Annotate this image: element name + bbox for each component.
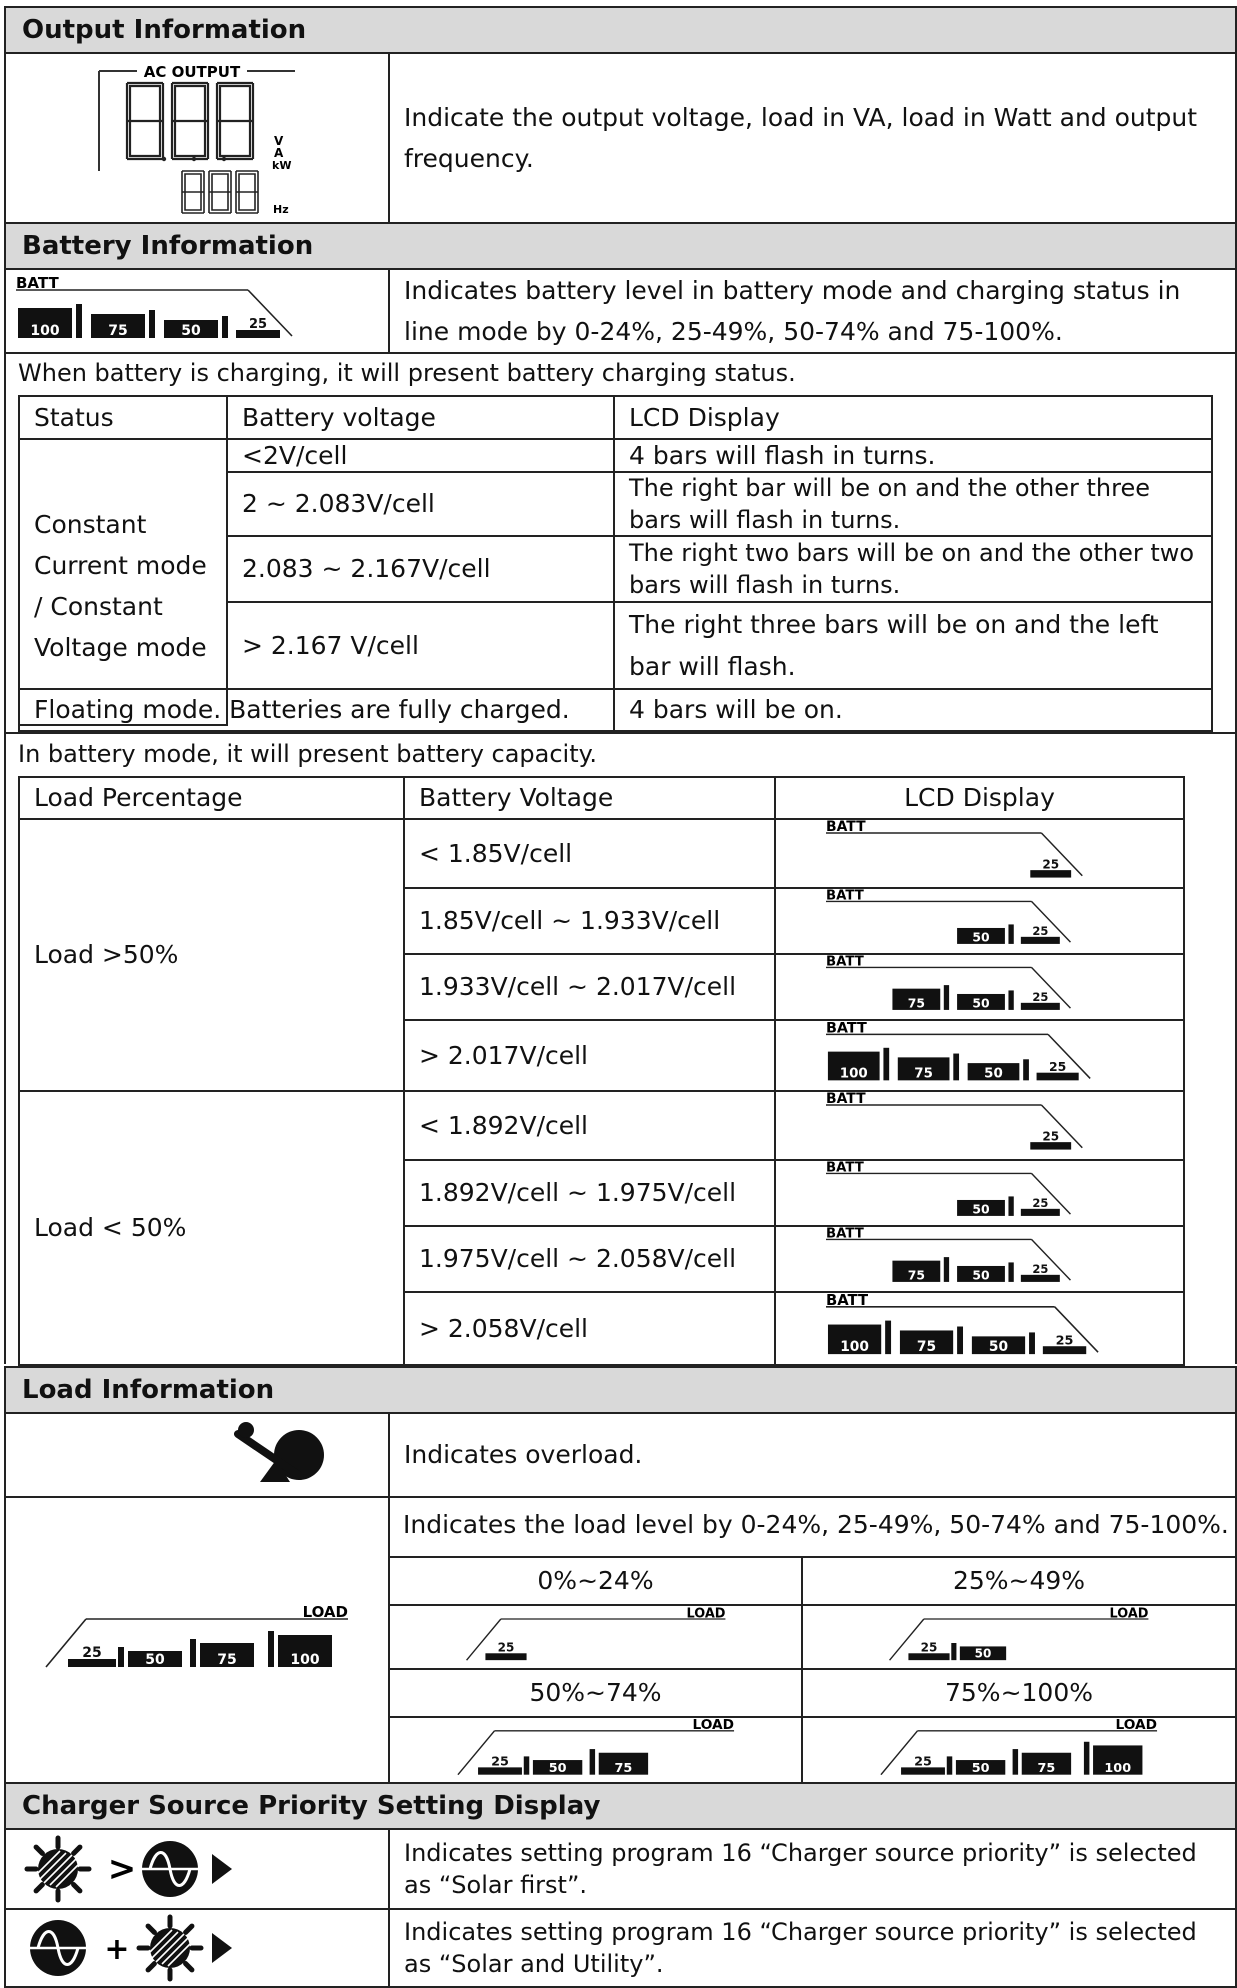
battery-description: Indicates battery level in battery mode and charging status in line mode by 0-24%, 25-49%, 50-74% and 75-100%. <box>388 268 1237 354</box>
capacity-row-voltage: < 1.85V/cell <box>403 818 776 889</box>
battery-bar-display <box>826 820 1136 885</box>
batt-bar-label: 25 <box>1032 1262 1049 1277</box>
charger-section-header: Charger Source Priority Setting Display <box>4 1782 1237 1830</box>
play-arrow-icon <box>212 1933 232 1963</box>
battery-bar-display <box>826 1293 1136 1362</box>
load-bar-riser <box>190 1639 196 1667</box>
capacity-row-voltage: 1.975V/cell ~ 2.058V/cell <box>403 1225 776 1293</box>
batt-bar-label: 25 <box>1048 1058 1067 1074</box>
charging-row-voltage: > 2.167 V/cell <box>226 601 615 690</box>
load-bar-label: 50 <box>145 1652 165 1668</box>
batt-bar-label: 50 <box>181 323 201 339</box>
batt-bar-label: 25 <box>1032 924 1049 939</box>
floating-display: 4 bars will be on. <box>613 688 1213 732</box>
load-level-label: 0%~24% <box>388 1556 803 1606</box>
lcd-dot <box>162 156 166 160</box>
batt-bar-riser <box>1023 1059 1029 1080</box>
batt-bar-label: 50 <box>972 929 990 945</box>
load-section-header: Load Information <box>4 1366 1237 1414</box>
load-bar-label: 25 <box>914 1754 932 1770</box>
load-bar-display <box>42 1602 352 1678</box>
capacity-row-voltage: > 2.017V/cell <box>403 1019 776 1092</box>
batt-bar-label: 25 <box>1055 1333 1074 1349</box>
load-bar-riser <box>268 1631 274 1667</box>
batt-bar-riser <box>76 304 82 338</box>
load-bar-riser <box>118 1647 124 1667</box>
load-level-label: 75%~100% <box>801 1668 1237 1718</box>
load-bar-display <box>446 1607 746 1667</box>
capacity-row-lcd <box>774 887 1185 955</box>
load-level-description: Indicates the load level by 0-24%, 25-49%, 50-74% and 75-100%. <box>403 1510 1229 1539</box>
overload-icon <box>232 1420 328 1490</box>
load-bar-riser <box>523 1756 528 1774</box>
load-bar-riser <box>951 1643 956 1660</box>
solar-utility-icons <box>4 1908 390 1988</box>
lcd-digit <box>217 83 253 159</box>
batt-label: BATT <box>826 1293 869 1309</box>
load-bar-label: 75 <box>614 1760 632 1776</box>
lcd-digit-small <box>209 171 231 213</box>
charging-row-display: 4 bars will flash in turns. <box>613 438 1213 473</box>
capacity-row-voltage: > 2.058V/cell <box>403 1291 776 1366</box>
load-label: LOAD <box>1115 1718 1158 1733</box>
batt-bar-riser <box>1008 924 1013 943</box>
batt-bar-label: 75 <box>914 1066 933 1082</box>
capacity-header-voltage: Battery Voltage <box>403 776 776 820</box>
load-label: LOAD <box>686 1607 725 1622</box>
capacity-row-lcd <box>774 1019 1185 1092</box>
charging-row-voltage: 2.083 ~ 2.167V/cell <box>226 535 615 603</box>
solar-utility-description: Indicates setting program 16 “Charger source priority” is selected as “Solar and Utility”. <box>388 1908 1237 1988</box>
capacity-row-voltage: 1.933V/cell ~ 2.017V/cell <box>403 953 776 1021</box>
capacity-header-load: Load Percentage <box>18 776 405 820</box>
battery-bar-display <box>826 955 1136 1017</box>
output-section-header: Output Information <box>4 6 1237 54</box>
batt-bar <box>1037 1073 1079 1081</box>
unit-a: A <box>274 145 284 160</box>
charging-header-status: Status <box>18 395 228 440</box>
load-level-lcd-3 <box>801 1716 1237 1784</box>
capacity-row-voltage: 1.85V/cell ~ 1.933V/cell <box>403 887 776 955</box>
load-bar-riser <box>947 1756 952 1774</box>
unit-hz: Hz <box>273 202 289 216</box>
batt-bar-label: 50 <box>972 995 990 1011</box>
load-bar-label: 50 <box>974 1646 992 1661</box>
overload-description: Indicates overload. <box>388 1412 1237 1498</box>
load-bar-label: 25 <box>82 1645 102 1661</box>
lcd-digit-small <box>182 171 204 213</box>
solar-icon <box>139 1917 201 1979</box>
load-bar-label: 50 <box>971 1760 990 1776</box>
capacity-row-lcd <box>774 1090 1185 1161</box>
unit-kw: kW <box>272 158 292 172</box>
capacity-row-lcd <box>774 953 1185 1021</box>
batt-bar-riser <box>1008 1196 1013 1215</box>
load-level-label: 50%~74% <box>388 1668 803 1718</box>
utility-icon <box>142 1841 198 1897</box>
lcd-dot <box>192 156 196 160</box>
charging-group-label: Constant Current mode / Constant Voltage mode <box>18 438 228 726</box>
batt-bar-label: 25 <box>1032 1196 1049 1211</box>
batt-bar-riser <box>883 1048 889 1081</box>
batt-bar-riser <box>149 310 155 338</box>
load-bar-riser <box>589 1749 594 1775</box>
batt-bar-riser <box>953 1054 959 1081</box>
battery-bar-display <box>826 889 1136 951</box>
lcd-dot <box>222 156 226 160</box>
capacity-intro: In battery mode, it will present battery capacity. <box>18 740 598 768</box>
batt-bar-label: 100 <box>840 1339 869 1356</box>
battery-bar-display <box>826 1092 1136 1157</box>
load-level-lcd-0 <box>388 1604 803 1670</box>
load-level-lcd <box>4 1496 390 1784</box>
batt-bar-riser <box>885 1321 891 1355</box>
battery-bar-display <box>16 273 326 349</box>
solar-first-icons <box>4 1828 390 1910</box>
capacity-row-lcd <box>774 1225 1185 1293</box>
frequency-digits <box>182 171 258 213</box>
batt-label: BATT <box>16 274 59 292</box>
capacity-row-lcd <box>774 1159 1185 1227</box>
unit-v: V <box>274 133 284 148</box>
charging-intro: When battery is charging, it will present battery charging status. <box>18 359 796 387</box>
overload-icon-cell <box>4 1412 390 1498</box>
ac-output-lcd-graphic <box>97 61 297 216</box>
battery-bar-display <box>826 1021 1136 1088</box>
solar-first-description: Indicates setting program 16 “Charger source priority” is selected as “Solar first”. <box>388 1828 1237 1910</box>
capacity-row-lcd <box>774 1291 1185 1366</box>
load-bar-label: 75 <box>217 1652 237 1668</box>
load-bar-label: 100 <box>290 1652 320 1668</box>
utility-icon <box>30 1920 86 1976</box>
charging-row-display: The right bar will be on and the other three bars will flash in turns. <box>613 471 1213 537</box>
batt-bar-label: 25 <box>1032 990 1049 1005</box>
batt-bar-riser <box>1029 1332 1035 1354</box>
load-bar-display <box>446 1718 746 1782</box>
batt-bar-label: 75 <box>108 323 128 339</box>
capacity-row-voltage: 1.892V/cell ~ 1.975V/cell <box>403 1159 776 1227</box>
batt-label: BATT <box>826 1161 864 1176</box>
batt-label: BATT <box>826 820 866 836</box>
priority-joiner: > <box>107 1849 137 1889</box>
load-level-lcd-2 <box>388 1716 803 1784</box>
batt-bar-riser <box>944 985 949 1010</box>
lcd-digit-small <box>236 171 258 213</box>
batt-label: BATT <box>826 1227 864 1242</box>
load-bar-label: 75 <box>1037 1760 1056 1776</box>
load-bar-label: 100 <box>1104 1760 1132 1776</box>
load-label: LOAD <box>1109 1607 1149 1622</box>
floating-status: Floating mode. Batteries are fully charged. <box>18 688 615 732</box>
battery-bar-display <box>826 1227 1136 1289</box>
batt-bar-riser <box>957 1327 963 1355</box>
charging-header-voltage: Battery voltage <box>226 395 615 440</box>
lcd-digit <box>172 83 208 159</box>
priority-joiner: + <box>104 1932 130 1967</box>
solar-utility-icon-group <box>24 1913 244 1983</box>
load-group-low: Load < 50% <box>18 1090 405 1366</box>
ac-output-lcd <box>4 52 390 224</box>
load-bar-label: 25 <box>497 1640 514 1655</box>
battery-level-lcd <box>4 268 390 354</box>
ac-output-label: AC OUTPUT <box>143 62 241 81</box>
batt-bar-label: 25 <box>248 317 268 332</box>
batt-bar-label: 75 <box>907 1267 925 1283</box>
capacity-row-lcd <box>774 818 1185 889</box>
load-bar-label: 25 <box>920 1640 938 1655</box>
charging-header-lcd: LCD Display <box>613 395 1213 440</box>
battery-section-header: Battery Information <box>4 222 1237 270</box>
batt-bar-label: 100 <box>30 323 60 339</box>
load-bar-display <box>869 1607 1169 1667</box>
batt-bar-riser <box>944 1257 949 1282</box>
batt-bar-riser <box>1008 1262 1013 1281</box>
capacity-row-voltage: < 1.892V/cell <box>403 1090 776 1161</box>
load-label: LOAD <box>692 1718 734 1733</box>
batt-bar-label: 50 <box>972 1267 990 1283</box>
charging-row-voltage: 2 ~ 2.083V/cell <box>226 471 615 537</box>
batt-bar-riser <box>222 316 228 338</box>
batt-label: BATT <box>826 955 864 970</box>
batt-bar-label: 25 <box>1042 857 1060 872</box>
batt-bar-label: 100 <box>839 1066 868 1082</box>
load-label: LOAD <box>302 1603 348 1621</box>
battery-bar-display <box>826 1161 1136 1223</box>
batt-label: BATT <box>826 889 864 904</box>
voltage-digits <box>127 83 253 161</box>
play-arrow-icon <box>212 1854 232 1884</box>
batt-bar-label: 50 <box>988 1339 1009 1356</box>
batt-bar-label: 75 <box>907 995 925 1011</box>
charging-row-display: The right two bars will be on and the other two bars will flash in turns. <box>613 535 1213 603</box>
batt-bar-label: 50 <box>984 1066 1003 1082</box>
batt-label: BATT <box>826 1021 867 1037</box>
charging-row-voltage: <2V/cell <box>226 438 615 473</box>
batt-label: BATT <box>826 1092 866 1108</box>
capacity-header-lcd: LCD Display <box>774 776 1185 820</box>
load-group-high: Load >50% <box>18 818 405 1092</box>
output-description: Indicate the output voltage, load in VA, load in Watt and output frequency. <box>388 52 1237 224</box>
load-bar-label: 50 <box>548 1760 567 1776</box>
solar-first-icon-group <box>24 1834 244 1904</box>
batt-bar-label: 25 <box>1042 1129 1060 1144</box>
load-level-lcd-1 <box>801 1604 1237 1670</box>
batt-bar-label: 50 <box>972 1201 990 1217</box>
lcd-digit <box>127 83 163 159</box>
solar-icon <box>27 1838 89 1900</box>
load-level-label: 25%~49% <box>801 1556 1237 1606</box>
load-bar-label: 25 <box>490 1754 509 1770</box>
batt-bar-riser <box>1008 990 1013 1009</box>
charging-row-display: The right three bars will be on and the left bar will flash. <box>613 601 1213 690</box>
load-bar-riser <box>1084 1742 1089 1775</box>
batt-bar-label: 75 <box>916 1339 937 1356</box>
load-bar-riser <box>1013 1749 1018 1775</box>
load-bar-display <box>864 1718 1174 1782</box>
